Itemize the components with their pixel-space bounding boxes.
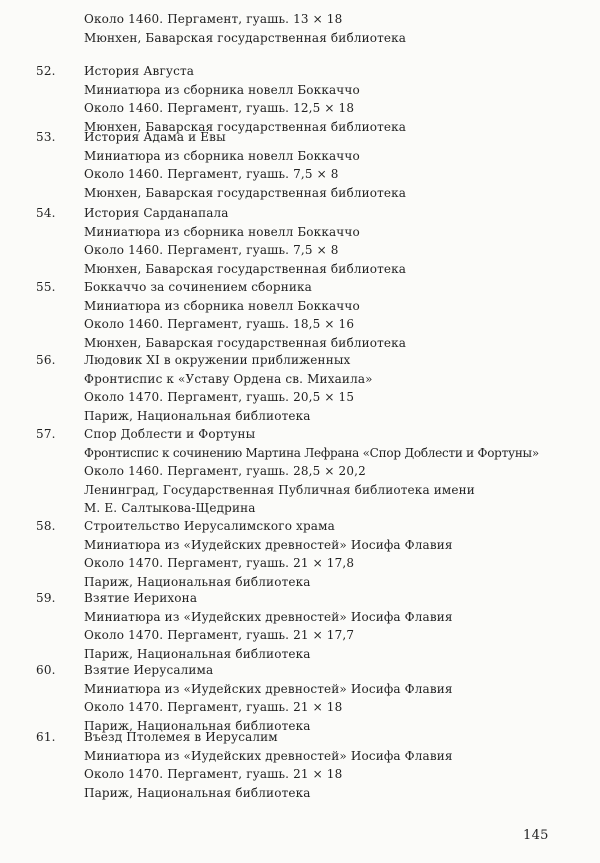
entry-location: Париж, Национальная библиотека [84,574,311,589]
entry-location: Мюнхен, Баварская государственная библиотека [84,119,407,134]
entry-lines [84,517,584,591]
entry-title: Людовик XI в окружении приближенных [84,353,351,367]
entry-date-material: Около 1470. Пергамент, гуашь. 21 × 17,8 [84,556,355,570]
entry-lines [84,62,584,136]
entry-date-material: Около 1460. Пергамент, гуашь. 12,5 × 18 [84,101,355,115]
entry-number: 61. [36,730,56,744]
entry-title: История Августа [84,64,195,78]
entry-source: Миниатюра из «Иудейских древностей» Иосифа Флавия [84,681,453,696]
entry-location: Ленинград, Государственная Публичная библиотека имени [84,482,475,497]
entry-date-material: Около 1460. Пергамент, гуашь. 7,5 × 8 [84,243,339,257]
entry-date-material: Около 1470. Пергамент, гуашь. 21 × 17,7 [84,628,355,642]
entry-number: 55. [36,280,56,294]
entry-lines [84,10,584,47]
entry-title: Взятие Иерихона [84,591,198,605]
page-number: 145 [523,828,549,843]
entry-location-continued: М. Е. Салтыкова-Щедрина [84,501,256,515]
entry-number: 58. [36,519,56,533]
entry-number: 57. [36,427,56,441]
entry-lines [84,128,584,202]
entry-lines [84,728,584,802]
entry-source: Фронтиспис к сочинению Мартина Лефрана «Спор Доблести и Фортуны» [84,445,539,460]
entry-date-material: Около 1460. Пергамент, гуашь. 13 × 18 [84,12,343,26]
entry-date-material: Около 1470. Пергамент, гуашь. 21 × 18 [84,767,343,781]
entry-title: Боккаччо за сочинением сборника [84,280,312,294]
entry-number: 52. [36,64,56,78]
entry-source: Фронтиспис к «Уставу Ордена св. Михаила» [84,371,373,386]
entry-source: Миниатюра из сборника новелл Боккаччо [84,148,360,163]
entry-date-material: Около 1460. Пергамент, гуашь. 7,5 × 8 [84,167,339,181]
entry-location: Париж, Национальная библиотека [84,785,311,800]
entry-source: Миниатюра из «Иудейских древностей» Иосифа Флавия [84,609,453,624]
entry-location: Париж, Национальная библиотека [84,718,311,733]
entry-location: Мюнхен, Баварская государственная библиотека [84,30,407,45]
entry-source: Миниатюра из сборника новелл Боккаччо [84,224,360,239]
entry-location: Мюнхен, Баварская государственная библиотека [84,185,407,200]
entry-date-material: Около 1460. Пергамент, гуашь. 18,5 × 16 [84,317,355,331]
entry-lines [84,589,584,663]
entry-lines [84,661,584,735]
entry-location: Мюнхен, Баварская государственная библиотека [84,335,407,350]
entry-source: Миниатюра из «Иудейских древностей» Иосифа Флавия [84,748,453,763]
entry-location: Париж, Национальная библиотека [84,646,311,661]
entry-number: 60. [36,663,56,677]
entry-title: Въезд Птолемея в Иерусалим [84,730,278,744]
entry-number: 59. [36,591,56,605]
entry-lines [84,425,584,518]
entry-location: Мюнхен, Баварская государственная библиотека [84,261,407,276]
entry-number: 56. [36,353,56,367]
entry-title: Строительство Иерусалимского храма [84,519,335,533]
entry-title: Спор Доблести и Фортуны [84,427,256,441]
entry-title: История Адама и Евы [84,130,226,144]
entry-location: Париж, Национальная библиотека [84,408,311,423]
entry-lines [84,204,584,278]
entry-date-material: Около 1460. Пергамент, гуашь. 28,5 × 20,2 [84,464,366,478]
entry-date-material: Около 1470. Пергамент, гуашь. 20,5 × 15 [84,390,355,404]
entry-lines [84,351,584,425]
entry-number: 53. [36,130,56,144]
entry-title: История Сарданапала [84,206,229,220]
entry-source: Миниатюра из сборника новелл Боккаччо [84,298,360,313]
entry-source: Миниатюра из «Иудейских древностей» Иосифа Флавия [84,537,453,552]
entry-lines [84,278,584,352]
entry-title: Взятие Иерусалима [84,663,214,677]
entry-date-material: Около 1470. Пергамент, гуашь. 21 × 18 [84,700,343,714]
entry-number: 54. [36,206,56,220]
entry-source: Миниатюра из сборника новелл Боккаччо [84,82,360,97]
